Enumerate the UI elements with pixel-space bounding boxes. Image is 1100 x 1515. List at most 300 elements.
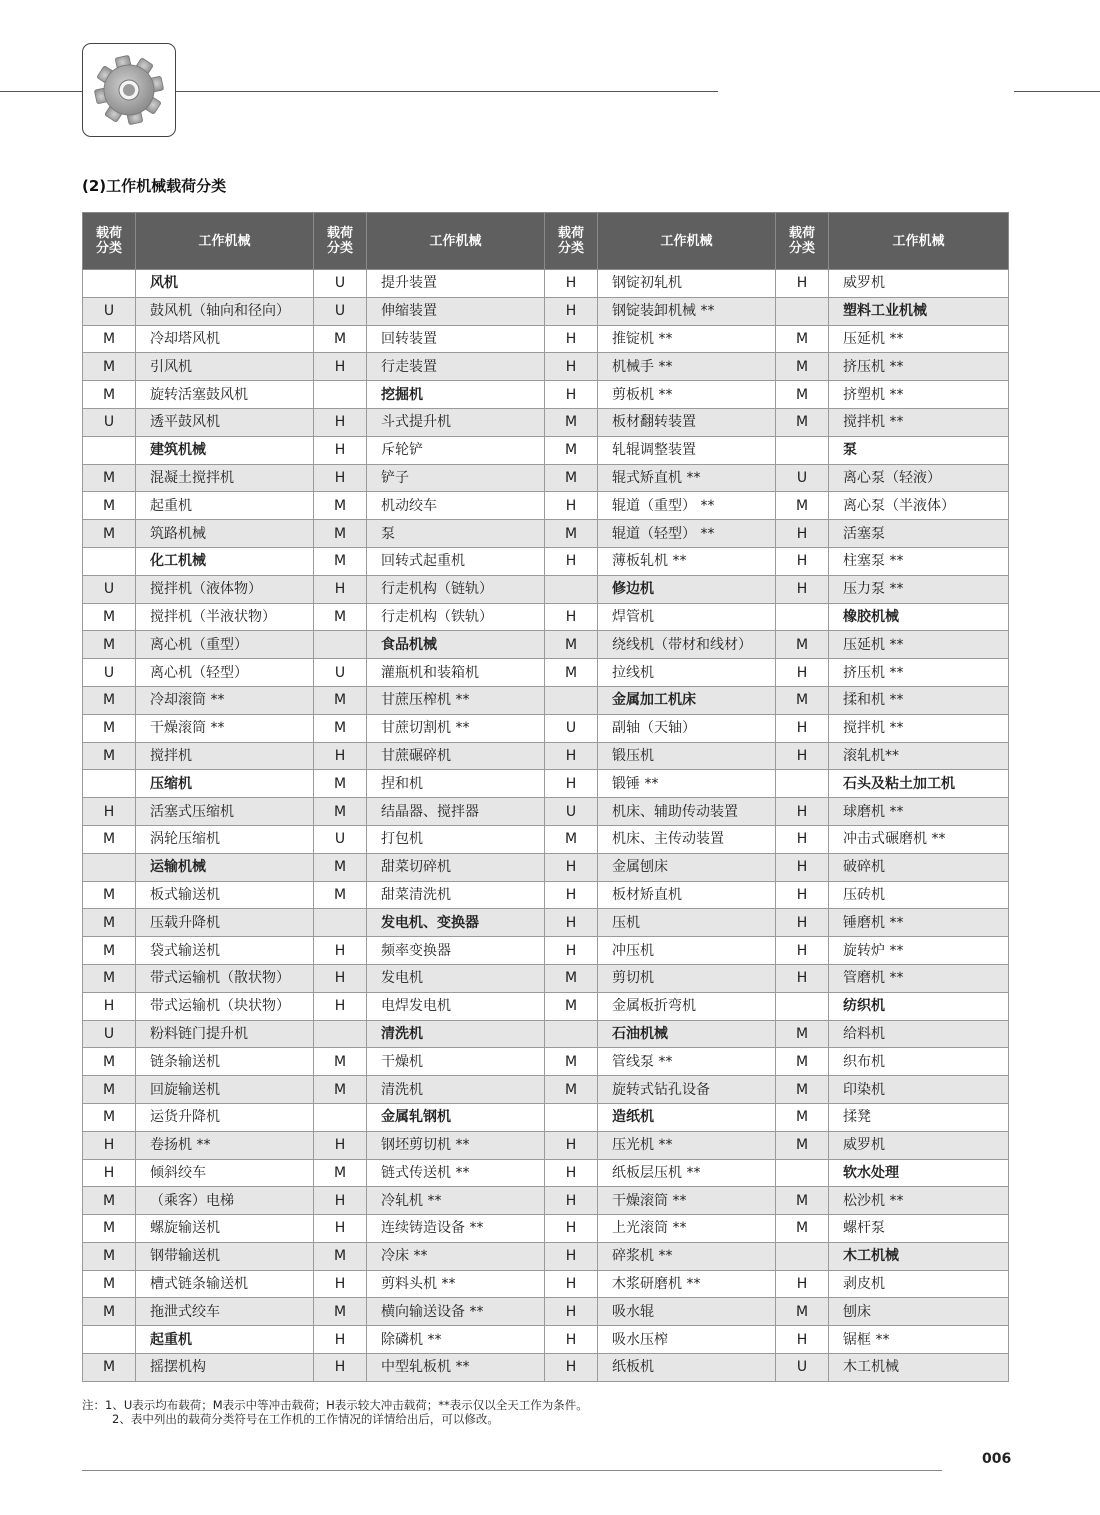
column-header-machine: 工作机械 — [136, 213, 314, 270]
machine-name-cell: 剪板机 ** — [598, 381, 776, 409]
load-class-cell: M — [314, 547, 367, 575]
load-class-cell: H — [314, 436, 367, 464]
load-class-cell: M — [83, 686, 136, 714]
load-class-cell: M — [545, 1048, 598, 1076]
load-class-cell: H — [545, 881, 598, 909]
table-row — [83, 659, 1009, 687]
table-row — [83, 1270, 1009, 1298]
logo-box — [82, 43, 176, 137]
load-class-cell: H — [545, 353, 598, 381]
machine-name-cell: 球磨机 ** — [829, 798, 1009, 826]
load-class-cell: H — [545, 770, 598, 798]
machine-name-cell: 链式传送机 ** — [367, 1159, 545, 1187]
table-row — [83, 686, 1009, 714]
load-class-cell: M — [83, 1076, 136, 1104]
machine-name-cell: 行走装置 — [367, 353, 545, 381]
load-class-cell: H — [314, 575, 367, 603]
table-row — [83, 520, 1009, 548]
load-class-cell: M — [545, 1076, 598, 1104]
load-class-cell — [83, 547, 136, 575]
load-class-cell: M — [776, 492, 829, 520]
load-class-cell: H — [314, 1187, 367, 1215]
load-class-cell: M — [83, 1048, 136, 1076]
load-class-cell: U — [314, 659, 367, 687]
machine-name-cell: 捏和机 — [367, 770, 545, 798]
table-row — [83, 270, 1009, 298]
gear-icon — [89, 50, 169, 130]
footnote-2: 2、表中列出的载荷分类符号在工作机的工作情况的详情给出后，可以修改。 — [112, 1412, 499, 1426]
machine-name-cell: 甘蔗切割机 ** — [367, 714, 545, 742]
category-heading-cell: 起重机 — [136, 1326, 314, 1354]
machine-name-cell: 揉和机 ** — [829, 686, 1009, 714]
load-class-cell: M — [83, 603, 136, 631]
load-class-cell: M — [83, 714, 136, 742]
machine-name-cell: 离心机（轻型） — [136, 659, 314, 687]
machine-name-cell: 摇摆机构 — [136, 1354, 314, 1382]
load-class-cell: H — [776, 937, 829, 965]
machine-name-cell: 离心泵（轻液） — [829, 464, 1009, 492]
load-class-cell: H — [545, 297, 598, 325]
load-class-cell: H — [545, 270, 598, 298]
machine-name-cell: 回旋输送机 — [136, 1076, 314, 1104]
machine-name-cell: 冷轧机 ** — [367, 1187, 545, 1215]
load-class-cell: M — [314, 492, 367, 520]
machine-name-cell: 木浆研磨机 ** — [598, 1270, 776, 1298]
load-class-cell — [314, 909, 367, 937]
column-header-load-class: 载荷 分类 — [83, 213, 136, 270]
table-row — [83, 770, 1009, 798]
table-row — [83, 408, 1009, 436]
load-class-cell: M — [776, 1215, 829, 1243]
machine-name-cell: 结晶器、搅拌器 — [367, 798, 545, 826]
load-class-cell: H — [776, 659, 829, 687]
load-class-cell: M — [314, 520, 367, 548]
machine-name-cell: 甜菜清洗机 — [367, 881, 545, 909]
load-class-cell: H — [314, 937, 367, 965]
table-row — [83, 881, 1009, 909]
machine-name-cell: 滚轧机** — [829, 742, 1009, 770]
table-row — [83, 825, 1009, 853]
load-class-cell: M — [776, 381, 829, 409]
machine-name-cell: 管线泵 ** — [598, 1048, 776, 1076]
load-class-cell: H — [545, 937, 598, 965]
load-class-cell: M — [83, 742, 136, 770]
load-class-cell: H — [314, 992, 367, 1020]
machine-name-cell: 活塞泵 — [829, 520, 1009, 548]
load-class-cell: H — [776, 798, 829, 826]
table-row — [83, 937, 1009, 965]
load-class-cell: H — [314, 1326, 367, 1354]
table-row — [83, 575, 1009, 603]
machine-name-cell: 冲击式碾磨机 ** — [829, 825, 1009, 853]
load-class-cell: H — [776, 714, 829, 742]
machine-name-cell: 挤压机 ** — [829, 659, 1009, 687]
machine-name-cell: 冲压机 — [598, 937, 776, 965]
load-class-cell — [314, 1020, 367, 1048]
load-class-cell: H — [545, 1215, 598, 1243]
load-class-cell: M — [83, 1298, 136, 1326]
load-class-cell — [545, 575, 598, 603]
load-class-cell: M — [314, 1159, 367, 1187]
machine-name-cell: 频率变换器 — [367, 937, 545, 965]
machine-name-cell: 印染机 — [829, 1076, 1009, 1104]
load-class-cell: M — [314, 325, 367, 353]
load-class-cell: M — [83, 1270, 136, 1298]
machine-name-cell: 焊管机 — [598, 603, 776, 631]
load-class-cell: M — [545, 631, 598, 659]
load-class-cell: U — [83, 1020, 136, 1048]
machine-name-cell: 机床、主传动装置 — [598, 825, 776, 853]
table-row — [83, 853, 1009, 881]
table-row — [83, 1159, 1009, 1187]
load-class-cell: M — [83, 325, 136, 353]
load-class-cell: H — [776, 520, 829, 548]
load-class-cell: M — [83, 1215, 136, 1243]
load-class-cell: H — [545, 603, 598, 631]
machine-name-cell: 泵 — [367, 520, 545, 548]
load-class-cell — [83, 270, 136, 298]
machine-name-cell: 机械手 ** — [598, 353, 776, 381]
machine-name-cell: 除磷机 ** — [367, 1326, 545, 1354]
load-class-cell: H — [545, 1270, 598, 1298]
machine-name-cell: 引风机 — [136, 353, 314, 381]
machine-name-cell: 上光滚筒 ** — [598, 1215, 776, 1243]
load-class-cell: M — [776, 353, 829, 381]
category-heading-cell: 建筑机械 — [136, 436, 314, 464]
machine-name-cell: 吸水辊 — [598, 1298, 776, 1326]
machine-name-cell: 纸板机 — [598, 1354, 776, 1382]
load-class-cell: M — [314, 798, 367, 826]
machine-name-cell: 连续铸造设备 ** — [367, 1215, 545, 1243]
load-class-cell — [545, 1103, 598, 1131]
machine-name-cell: 压延机 ** — [829, 631, 1009, 659]
table-row — [83, 1048, 1009, 1076]
machine-name-cell: 行走机构（链轨） — [367, 575, 545, 603]
table-row — [83, 631, 1009, 659]
load-class-cell: M — [545, 408, 598, 436]
machine-name-cell: 链条输送机 — [136, 1048, 314, 1076]
load-class-cell: H — [83, 1131, 136, 1159]
machine-name-cell: 辊道（轻型） ** — [598, 520, 776, 548]
machine-name-cell: 横向输送设备 ** — [367, 1298, 545, 1326]
machine-name-cell: （乘客）电梯 — [136, 1187, 314, 1215]
load-class-cell: M — [83, 631, 136, 659]
load-class-cell: M — [83, 881, 136, 909]
machine-name-cell: 混凝土搅拌机 — [136, 464, 314, 492]
machine-name-cell: 吸水压榨 — [598, 1326, 776, 1354]
table-row — [83, 1187, 1009, 1215]
machine-name-cell: 给料机 — [829, 1020, 1009, 1048]
load-class-cell: H — [314, 742, 367, 770]
load-class-cell: U — [776, 1354, 829, 1382]
machine-name-cell: 袋式输送机 — [136, 937, 314, 965]
section-title: (2)工作机械载荷分类 — [82, 177, 227, 195]
machine-name-cell: 螺旋输送机 — [136, 1215, 314, 1243]
machine-name-cell: 剪料头机 ** — [367, 1270, 545, 1298]
machine-name-cell: 挤压机 ** — [829, 353, 1009, 381]
load-class-cell: M — [776, 686, 829, 714]
machine-name-cell: 揉凳 — [829, 1103, 1009, 1131]
load-class-cell: H — [545, 1354, 598, 1382]
machine-name-cell: 辊道（重型） ** — [598, 492, 776, 520]
load-class-cell: M — [545, 464, 598, 492]
machine-name-cell: 清洗机 — [367, 1076, 545, 1104]
column-header-load-class: 载荷 分类 — [545, 213, 598, 270]
machine-name-cell: 薄板轧机 ** — [598, 547, 776, 575]
machine-name-cell: 挤塑机 ** — [829, 381, 1009, 409]
load-class-cell: M — [314, 1242, 367, 1270]
machine-name-cell: 旋转炉 ** — [829, 937, 1009, 965]
table-row — [83, 436, 1009, 464]
load-class-cell: H — [776, 575, 829, 603]
machine-name-cell: 电焊发电机 — [367, 992, 545, 1020]
machine-name-cell: 冷床 ** — [367, 1242, 545, 1270]
load-class-cell: M — [83, 1354, 136, 1382]
footer-rule — [82, 1470, 942, 1471]
category-heading-cell: 造纸机 — [598, 1103, 776, 1131]
category-heading-cell: 塑料工业机械 — [829, 297, 1009, 325]
load-class-cell: M — [776, 1298, 829, 1326]
machine-name-cell: 甜菜切碎机 — [367, 853, 545, 881]
machine-name-cell: 松沙机 ** — [829, 1187, 1009, 1215]
machine-name-cell: 轧辊调整装置 — [598, 436, 776, 464]
machine-name-cell: 钢锭初轧机 — [598, 270, 776, 298]
machine-name-cell: 木工机械 — [829, 1354, 1009, 1382]
machine-name-cell: 铲子 — [367, 464, 545, 492]
table-row — [83, 1076, 1009, 1104]
category-heading-cell: 修边机 — [598, 575, 776, 603]
load-class-cell: H — [776, 881, 829, 909]
machine-name-cell: 伸缩装置 — [367, 297, 545, 325]
load-class-cell: M — [83, 1103, 136, 1131]
load-class-cell: H — [314, 1131, 367, 1159]
load-class-cell: H — [314, 408, 367, 436]
machine-name-cell: 带式运输机（散状物） — [136, 964, 314, 992]
machine-name-cell: 剥皮机 — [829, 1270, 1009, 1298]
table-row — [83, 992, 1009, 1020]
machine-name-cell: 剪切机 — [598, 964, 776, 992]
machine-name-cell: 离心机（重型） — [136, 631, 314, 659]
load-class-cell: H — [545, 909, 598, 937]
machine-name-cell: 发电机 — [367, 964, 545, 992]
table-row — [83, 1326, 1009, 1354]
page-number: 006 — [982, 1451, 1012, 1467]
table-row — [83, 909, 1009, 937]
load-class-cell: M — [83, 1242, 136, 1270]
table-row — [83, 1242, 1009, 1270]
machine-name-cell: 中型轧板机 ** — [367, 1354, 545, 1382]
load-class-cell — [776, 436, 829, 464]
load-class-cell: H — [314, 1215, 367, 1243]
machine-name-cell: 螺杆泵 — [829, 1215, 1009, 1243]
load-class-cell: H — [776, 270, 829, 298]
machine-name-cell: 机动绞车 — [367, 492, 545, 520]
load-class-cell — [776, 1242, 829, 1270]
load-class-cell: U — [545, 798, 598, 826]
load-class-cell: U — [314, 825, 367, 853]
load-class-cell: H — [83, 798, 136, 826]
load-class-cell: H — [545, 1187, 598, 1215]
load-class-cell — [83, 853, 136, 881]
load-class-cell: M — [776, 1076, 829, 1104]
machine-name-cell: 搅拌机 ** — [829, 408, 1009, 436]
table-row — [83, 297, 1009, 325]
machine-name-cell: 压光机 ** — [598, 1131, 776, 1159]
category-heading-cell: 食品机械 — [367, 631, 545, 659]
table-row — [83, 1215, 1009, 1243]
machine-name-cell: 刨床 — [829, 1298, 1009, 1326]
machine-name-cell: 压延机 ** — [829, 325, 1009, 353]
load-class-cell: M — [83, 937, 136, 965]
machine-name-cell: 冷却滚筒 ** — [136, 686, 314, 714]
category-heading-cell: 化工机械 — [136, 547, 314, 575]
category-heading-cell: 发电机、变换器 — [367, 909, 545, 937]
load-class-cell: M — [545, 520, 598, 548]
machine-name-cell: 甘蔗碾碎机 — [367, 742, 545, 770]
load-class-cell: M — [83, 492, 136, 520]
load-class-cell: H — [314, 353, 367, 381]
machine-name-cell: 副轴（天轴） — [598, 714, 776, 742]
machine-name-cell: 筑路机械 — [136, 520, 314, 548]
machine-name-cell: 钢坯剪切机 ** — [367, 1131, 545, 1159]
load-class-cell: M — [83, 964, 136, 992]
load-class-cell — [83, 1326, 136, 1354]
machine-name-cell: 离心泵（半液体） — [829, 492, 1009, 520]
load-class-cell: H — [776, 1326, 829, 1354]
load-class-cell: H — [776, 547, 829, 575]
table-row — [83, 353, 1009, 381]
column-header-load-class: 载荷 分类 — [314, 213, 367, 270]
category-heading-cell: 软水处理 — [829, 1159, 1009, 1187]
machine-name-cell: 锯框 ** — [829, 1326, 1009, 1354]
load-class-cell: M — [83, 909, 136, 937]
load-class-cell: H — [776, 964, 829, 992]
load-class-cell: H — [776, 742, 829, 770]
load-class-cell: M — [314, 1298, 367, 1326]
load-class-cell: H — [545, 547, 598, 575]
column-header-machine: 工作机械 — [367, 213, 545, 270]
load-class-cell: M — [776, 631, 829, 659]
machine-name-cell: 板材矫直机 — [598, 881, 776, 909]
machine-name-cell: 甘蔗压榨机 ** — [367, 686, 545, 714]
column-header-load-class: 载荷 分类 — [776, 213, 829, 270]
table-row — [83, 964, 1009, 992]
load-class-cell: U — [314, 297, 367, 325]
machine-name-cell: 推锭机 ** — [598, 325, 776, 353]
machine-name-cell: 压力泵 ** — [829, 575, 1009, 603]
load-class-cell: M — [545, 436, 598, 464]
load-class-cell: M — [83, 520, 136, 548]
category-heading-cell: 运输机械 — [136, 853, 314, 881]
machine-name-cell: 冷却塔风机 — [136, 325, 314, 353]
footnote-1: 注：1、U表示均布载荷；M表示中等冲击载荷；H表示较大冲击载荷；**表示仅以全天工作为条件。 — [82, 1398, 588, 1412]
category-heading-cell: 压缩机 — [136, 770, 314, 798]
load-class-cell — [776, 992, 829, 1020]
load-class-cell: M — [314, 770, 367, 798]
load-class-cell: M — [83, 381, 136, 409]
load-class-cell: M — [545, 992, 598, 1020]
load-class-cell: M — [545, 659, 598, 687]
machine-name-cell: 钢锭装卸机械 ** — [598, 297, 776, 325]
category-heading-cell: 橡胶机械 — [829, 603, 1009, 631]
machine-name-cell: 钢带输送机 — [136, 1242, 314, 1270]
load-class-cell: U — [776, 464, 829, 492]
load-class-cell: U — [314, 270, 367, 298]
category-heading-cell: 挖掘机 — [367, 381, 545, 409]
machine-name-cell: 带式运输机（块状物） — [136, 992, 314, 1020]
machine-name-cell: 旋转式钻孔设备 — [598, 1076, 776, 1104]
table-row — [83, 1131, 1009, 1159]
machine-name-cell: 织布机 — [829, 1048, 1009, 1076]
load-class-cell: H — [545, 325, 598, 353]
load-class-cell: H — [545, 853, 598, 881]
category-heading-cell: 泵 — [829, 436, 1009, 464]
load-class-cell: M — [314, 881, 367, 909]
load-class-cell: U — [83, 297, 136, 325]
table-row — [83, 381, 1009, 409]
machine-name-cell: 压机 — [598, 909, 776, 937]
machine-name-cell: 锻锤 ** — [598, 770, 776, 798]
machine-name-cell: 旋转活塞鼓风机 — [136, 381, 314, 409]
load-class-cell: M — [545, 964, 598, 992]
machine-name-cell: 搅拌机（半液状物） — [136, 603, 314, 631]
machine-name-cell: 辊式矫直机 ** — [598, 464, 776, 492]
load-class-cell — [83, 770, 136, 798]
load-class-cell: H — [776, 1270, 829, 1298]
machine-name-cell: 干燥滚筒 ** — [136, 714, 314, 742]
load-class-cell: M — [776, 1131, 829, 1159]
machine-name-cell: 锻压机 — [598, 742, 776, 770]
load-class-cell: M — [776, 325, 829, 353]
table-row — [83, 714, 1009, 742]
machine-name-cell: 涡轮压缩机 — [136, 825, 314, 853]
header-blank-box — [718, 60, 1014, 94]
load-class-cell — [545, 1020, 598, 1048]
table-row — [83, 798, 1009, 826]
load-class-cell: M — [83, 353, 136, 381]
load-class-cell: U — [83, 575, 136, 603]
column-header-machine: 工作机械 — [598, 213, 776, 270]
category-heading-cell: 清洗机 — [367, 1020, 545, 1048]
category-heading-cell: 纺织机 — [829, 992, 1009, 1020]
category-heading-cell: 木工机械 — [829, 1242, 1009, 1270]
machine-name-cell: 机床、辅助传动装置 — [598, 798, 776, 826]
machine-name-cell: 柱塞泵 ** — [829, 547, 1009, 575]
machine-name-cell: 板式输送机 — [136, 881, 314, 909]
load-class-cell: H — [314, 1354, 367, 1382]
machine-name-cell: 透平鼓风机 — [136, 408, 314, 436]
footnotes — [82, 1398, 588, 1426]
machine-name-cell: 搅拌机（液体物） — [136, 575, 314, 603]
load-classification-table — [82, 212, 1009, 1382]
table-row — [83, 1354, 1009, 1382]
table-body — [83, 270, 1009, 1382]
load-class-cell: U — [83, 659, 136, 687]
load-class-cell: H — [545, 1131, 598, 1159]
machine-name-cell: 运货升降机 — [136, 1103, 314, 1131]
machine-name-cell: 锤磨机 ** — [829, 909, 1009, 937]
load-class-cell: U — [83, 408, 136, 436]
category-heading-cell: 金属加工机床 — [598, 686, 776, 714]
load-class-cell — [314, 381, 367, 409]
machine-name-cell: 搅拌机 — [136, 742, 314, 770]
machine-name-cell: 金属板折弯机 — [598, 992, 776, 1020]
load-class-cell: H — [545, 742, 598, 770]
load-class-cell: M — [83, 464, 136, 492]
machine-name-cell: 回转装置 — [367, 325, 545, 353]
load-class-cell: M — [314, 714, 367, 742]
machine-name-cell: 行走机构（铁轨） — [367, 603, 545, 631]
